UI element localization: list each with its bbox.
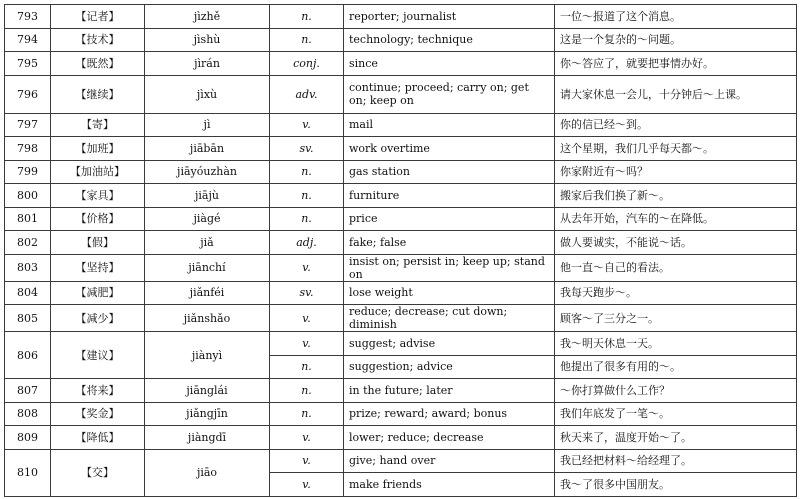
entry-part-of-speech: adv.: [270, 75, 344, 113]
vocabulary-table: [4, 4, 797, 497]
table-row: [5, 5, 797, 29]
entry-word: 【坚持】: [51, 254, 145, 281]
entry-word: 【既然】: [51, 52, 145, 76]
entry-example: 我～明天休息一天。: [555, 332, 797, 356]
entry-word: 【奖金】: [51, 402, 145, 426]
table-row: [5, 231, 797, 255]
entry-example: ～你打算做什么工作？: [555, 379, 797, 403]
entry-word: 【家具】: [51, 184, 145, 208]
entry-example: 做人要诚实，不能说～话。: [555, 231, 797, 255]
entry-word: 【减肥】: [51, 281, 145, 305]
entry-number: 798: [5, 137, 51, 161]
entry-number: 804: [5, 281, 51, 305]
entry-example: 秋天来了，温度开始～了。: [555, 426, 797, 450]
entry-number: 802: [5, 231, 51, 255]
entry-example: 搬家后我们换了新～。: [555, 184, 797, 208]
entry-number: 803: [5, 254, 51, 281]
entry-gloss: insist on; persist in; keep up; stand on: [344, 254, 555, 281]
entry-gloss: since: [344, 52, 555, 76]
entry-part-of-speech: v.: [270, 332, 344, 356]
table-row: [5, 207, 797, 231]
entry-example: 我每天跑步～。: [555, 281, 797, 305]
table-row: [5, 28, 797, 52]
entry-part-of-speech: v.: [270, 113, 344, 137]
entry-word: 【将来】: [51, 379, 145, 403]
entry-part-of-speech: sv.: [270, 137, 344, 161]
entry-number: 794: [5, 28, 51, 52]
entry-pinyin: jìzhě: [145, 5, 270, 29]
entry-part-of-speech: v.: [270, 305, 344, 332]
entry-gloss: continue; proceed; carry on; get on; keep on: [344, 75, 555, 113]
table-row: [5, 160, 797, 184]
entry-example: 顾客～了三分之一。: [555, 305, 797, 332]
entry-word: 【价格】: [51, 207, 145, 231]
entry-pinyin: jiāyóuzhàn: [145, 160, 270, 184]
entry-example: 这个星期，我们几乎每天都～。: [555, 137, 797, 161]
entry-part-of-speech: n.: [270, 160, 344, 184]
entry-number: 806: [5, 332, 51, 379]
entry-pinyin: jiàgé: [145, 207, 270, 231]
table-row: [5, 449, 797, 473]
entry-word: 【建议】: [51, 332, 145, 379]
entry-example: 我已经把材料～给经理了。: [555, 449, 797, 473]
entry-gloss: fake; false: [344, 231, 555, 255]
entry-part-of-speech: n.: [270, 379, 344, 403]
table-row: [5, 75, 797, 113]
entry-pinyin: jiànyì: [145, 332, 270, 379]
entry-number: 808: [5, 402, 51, 426]
entry-pinyin: jìshù: [145, 28, 270, 52]
entry-word: 【假】: [51, 231, 145, 255]
entry-gloss: suggest; advise: [344, 332, 555, 356]
entry-example: 一位～报道了这个消息。: [555, 5, 797, 29]
entry-pinyin: jiānglái: [145, 379, 270, 403]
table-row: [5, 332, 797, 356]
entry-pinyin: jiàngdī: [145, 426, 270, 450]
entry-example: 你家附近有～吗？: [555, 160, 797, 184]
entry-word: 【技术】: [51, 28, 145, 52]
entry-part-of-speech: sv.: [270, 281, 344, 305]
entry-gloss: suggestion; advice: [344, 355, 555, 379]
entry-word: 【加油站】: [51, 160, 145, 184]
table-row: [5, 281, 797, 305]
entry-pinyin: jiājù: [145, 184, 270, 208]
entry-gloss: prize; reward; award; bonus: [344, 402, 555, 426]
entry-example: 我～了很多中国朋友。: [555, 473, 797, 497]
entry-pinyin: jì: [145, 113, 270, 137]
entry-word: 【降低】: [51, 426, 145, 450]
table-row: [5, 184, 797, 208]
entry-gloss: reporter; journalist: [344, 5, 555, 29]
entry-number: 810: [5, 449, 51, 496]
entry-part-of-speech: adj.: [270, 231, 344, 255]
entry-part-of-speech: n.: [270, 28, 344, 52]
entry-part-of-speech: conj.: [270, 52, 344, 76]
entry-number: 793: [5, 5, 51, 29]
entry-number: 795: [5, 52, 51, 76]
table-row: [5, 137, 797, 161]
entry-part-of-speech: v.: [270, 473, 344, 497]
entry-part-of-speech: v.: [270, 426, 344, 450]
entry-number: 805: [5, 305, 51, 332]
entry-example: 他一直～自己的看法。: [555, 254, 797, 281]
entry-part-of-speech: n.: [270, 184, 344, 208]
entry-number: 799: [5, 160, 51, 184]
entry-gloss: lower; reduce; decrease: [344, 426, 555, 450]
entry-example: 从去年开始，汽车的～在降低。: [555, 207, 797, 231]
entry-pinyin: jìrán: [145, 52, 270, 76]
entry-number: 796: [5, 75, 51, 113]
entry-part-of-speech: n.: [270, 402, 344, 426]
table-row: [5, 305, 797, 332]
entry-example: 你～答应了，就要把事情办好。: [555, 52, 797, 76]
entry-gloss: technology; technique: [344, 28, 555, 52]
vocabulary-table-body: [5, 5, 797, 497]
entry-gloss: furniture: [344, 184, 555, 208]
entry-part-of-speech: n.: [270, 207, 344, 231]
entry-gloss: lose weight: [344, 281, 555, 305]
entry-word: 【减少】: [51, 305, 145, 332]
entry-gloss: gas station: [344, 160, 555, 184]
entry-word: 【记者】: [51, 5, 145, 29]
entry-gloss: work overtime: [344, 137, 555, 161]
table-row: [5, 254, 797, 281]
entry-number: 809: [5, 426, 51, 450]
entry-word: 【交】: [51, 449, 145, 496]
entry-word: 【加班】: [51, 137, 145, 161]
entry-gloss: mail: [344, 113, 555, 137]
entry-number: 797: [5, 113, 51, 137]
table-row: [5, 402, 797, 426]
entry-gloss: reduce; decrease; cut down; diminish: [344, 305, 555, 332]
entry-word: 【继续】: [51, 75, 145, 113]
entry-pinyin: jiǎngjīn: [145, 402, 270, 426]
entry-example: 我们年底发了一笔～。: [555, 402, 797, 426]
entry-number: 801: [5, 207, 51, 231]
entry-number: 800: [5, 184, 51, 208]
table-row: [5, 426, 797, 450]
entry-example: 你的信已经～到。: [555, 113, 797, 137]
entry-pinyin: jiābān: [145, 137, 270, 161]
entry-gloss: make friends: [344, 473, 555, 497]
table-row: [5, 379, 797, 403]
table-row: [5, 52, 797, 76]
entry-pinyin: jìxù: [145, 75, 270, 113]
entry-pinyin: jiǎnféi: [145, 281, 270, 305]
entry-gloss: in the future; later: [344, 379, 555, 403]
entry-pinyin: jiǎ: [145, 231, 270, 255]
entry-part-of-speech: n.: [270, 5, 344, 29]
entry-gloss: give; hand over: [344, 449, 555, 473]
entry-example: 他提出了很多有用的～。: [555, 355, 797, 379]
entry-example: 请大家休息一会儿，十分钟后～上课。: [555, 75, 797, 113]
entry-word: 【寄】: [51, 113, 145, 137]
entry-number: 807: [5, 379, 51, 403]
entry-part-of-speech: v.: [270, 449, 344, 473]
entry-part-of-speech: v.: [270, 254, 344, 281]
entry-pinyin: jiāo: [145, 449, 270, 496]
entry-pinyin: jiǎnshǎo: [145, 305, 270, 332]
entry-gloss: price: [344, 207, 555, 231]
table-row: [5, 113, 797, 137]
entry-part-of-speech: n.: [270, 355, 344, 379]
entry-example: 这是一个复杂的～问题。: [555, 28, 797, 52]
entry-pinyin: jiānchí: [145, 254, 270, 281]
